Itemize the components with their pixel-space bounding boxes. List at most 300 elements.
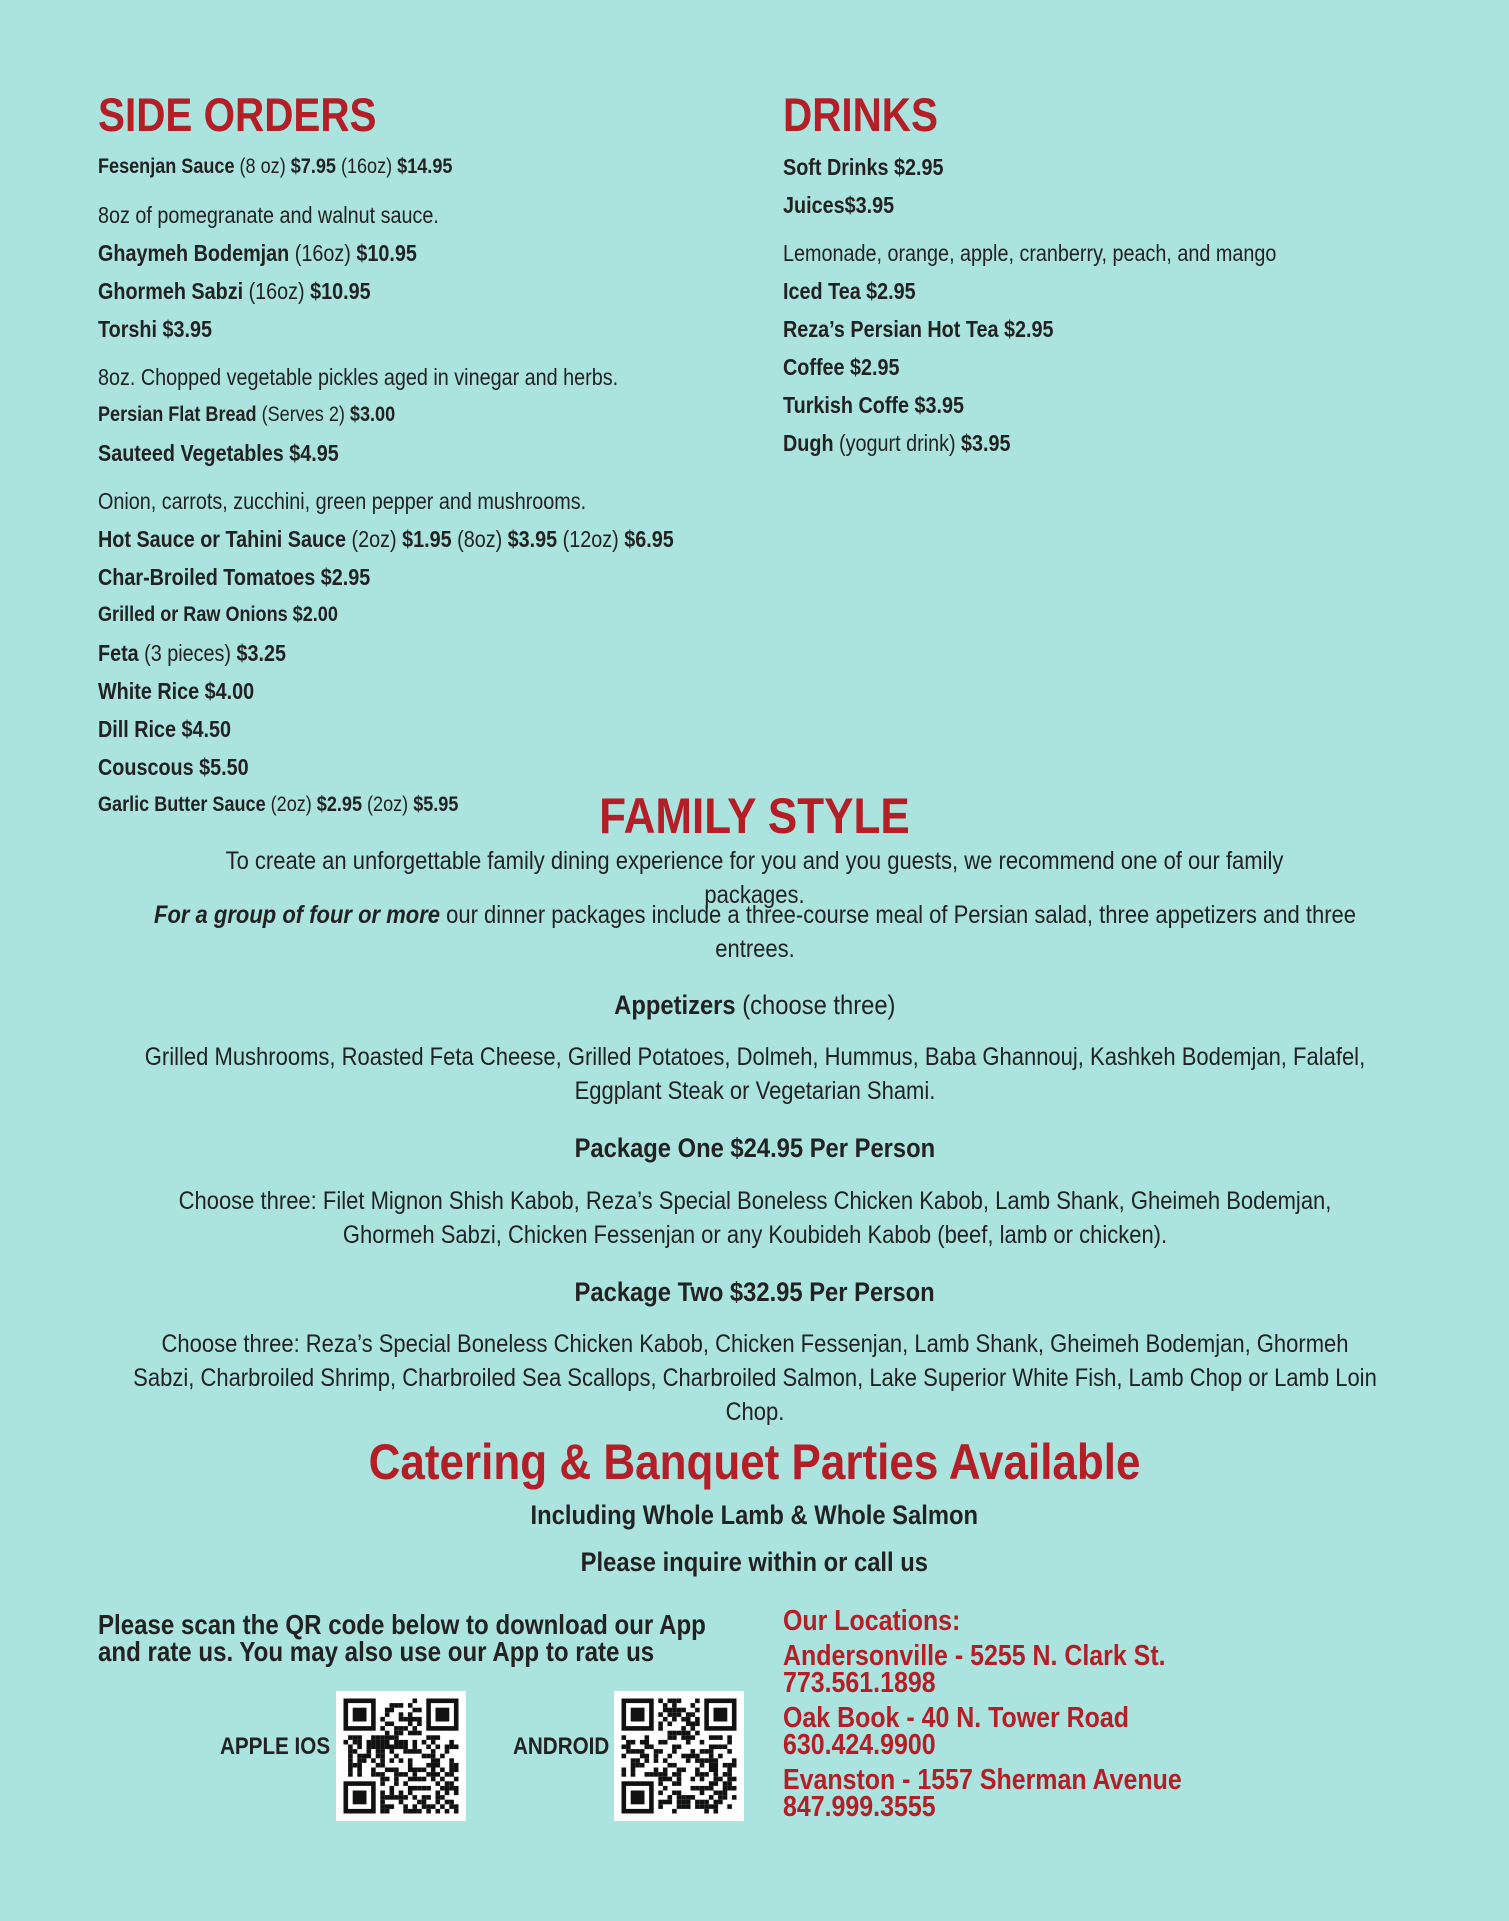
qr-module	[681, 1754, 686, 1759]
qr-module	[357, 1740, 362, 1745]
qr-module	[663, 1772, 668, 1777]
qr-module	[704, 1804, 709, 1809]
qr-module	[445, 1772, 450, 1777]
qr-module	[727, 1768, 732, 1773]
qr-module	[431, 1777, 436, 1782]
qr-module	[677, 1772, 682, 1777]
location-phone[interactable]: 773.561.1898	[783, 1667, 936, 1699]
qr-module	[380, 1754, 385, 1759]
qr-module	[417, 1786, 422, 1791]
qr-module	[399, 1726, 404, 1731]
qr-module	[454, 1791, 459, 1796]
qr-module	[727, 1735, 732, 1740]
qr-module	[380, 1800, 385, 1805]
qr-module	[714, 1804, 719, 1809]
drink-item-name: Reza’s Persian Hot Tea $2.95	[783, 316, 1054, 342]
qr-module	[357, 1763, 362, 1768]
location-entry	[783, 1764, 1385, 1823]
appetizers-heading: Appetizers (choose three)	[613, 990, 896, 1020]
qr-module	[454, 1763, 459, 1768]
side-orders-list	[98, 152, 778, 820]
qr-module	[718, 1795, 723, 1800]
qr-module	[408, 1712, 413, 1717]
qr-module	[399, 1703, 404, 1708]
qr-module	[668, 1722, 673, 1727]
qr-module	[672, 1781, 677, 1786]
qr-module	[622, 1735, 627, 1740]
qr-module	[672, 1763, 677, 1768]
qr-module	[663, 1703, 668, 1708]
package-one-title: Package One $24.95 Per Person	[574, 1133, 935, 1163]
qr-module	[394, 1731, 399, 1736]
qr-module	[403, 1781, 408, 1786]
qr-module	[413, 1717, 418, 1722]
qr-module	[727, 1786, 732, 1791]
qr-module	[686, 1731, 691, 1736]
qr-module	[408, 1791, 413, 1796]
qr-module	[417, 1708, 422, 1713]
qr-module	[431, 1763, 436, 1768]
qr-module	[718, 1777, 723, 1782]
qr-module	[695, 1754, 700, 1759]
qr-finder-pattern	[353, 1791, 367, 1805]
qr-module	[413, 1699, 418, 1704]
qr-module	[413, 1745, 418, 1750]
qr-module	[677, 1781, 682, 1786]
appetizers-list: Grilled Mushrooms, Roasted Feta Cheese, Grilled Potatoes, Dolmeh, Hummus, Baba Ghannouj, Kashkeh Bodemjan, Falafel, Eggplant Steak or Vegetarian Shami.	[144, 1043, 1366, 1105]
qr-module	[704, 1772, 709, 1777]
qr-module	[658, 1791, 663, 1796]
qr-module	[417, 1777, 422, 1782]
qr-module	[704, 1809, 709, 1814]
qr-module	[668, 1712, 673, 1717]
qr-module	[645, 1735, 650, 1740]
qr-module	[394, 1781, 399, 1786]
drinks-section	[783, 88, 1443, 466]
qr-module	[371, 1735, 376, 1740]
qr-module	[631, 1749, 636, 1754]
qr-module	[408, 1722, 413, 1727]
qr-module	[681, 1735, 686, 1740]
side-order-item-name: Torshi $3.95	[98, 316, 212, 342]
qr-module	[709, 1804, 714, 1809]
qr-module	[700, 1758, 705, 1763]
qr-module	[449, 1740, 454, 1745]
qr-module	[695, 1768, 700, 1773]
qr-module	[385, 1735, 390, 1740]
qr-module	[380, 1717, 385, 1722]
side-order-item	[98, 752, 778, 782]
qr-module	[431, 1804, 436, 1809]
qr-module	[431, 1740, 436, 1745]
qr-module	[723, 1745, 728, 1750]
side-order-item	[98, 714, 778, 744]
qr-module	[348, 1758, 353, 1763]
qr-module	[376, 1772, 381, 1777]
qr-module	[631, 1740, 636, 1745]
qr-module	[367, 1749, 372, 1754]
qr-module	[413, 1731, 418, 1736]
drink-item-name: Juices$3.95	[783, 192, 895, 218]
qr-module	[353, 1749, 358, 1754]
side-order-item-description: 8oz of pomegranate and walnut sauce.	[98, 202, 439, 228]
side-orders-section	[98, 88, 778, 828]
qr-module	[449, 1800, 454, 1805]
side-order-item-name: Ghaymeh Bodemjan (16oz) $10.95	[98, 240, 417, 266]
drink-item	[783, 390, 1443, 420]
qr-module	[426, 1772, 431, 1777]
qr-module	[436, 1763, 441, 1768]
qr-module	[408, 1763, 413, 1768]
qr-module	[385, 1809, 390, 1814]
qr-finder-pattern	[436, 1708, 450, 1722]
locations-title: Our Locations:	[783, 1605, 961, 1637]
qr-module	[709, 1735, 714, 1740]
qr-module	[658, 1777, 663, 1782]
qr-module	[403, 1717, 408, 1722]
qr-module	[631, 1772, 636, 1777]
qr-module	[718, 1754, 723, 1759]
qr-module	[686, 1800, 691, 1805]
qr-module	[727, 1804, 732, 1809]
qr-module	[431, 1758, 436, 1763]
qr-module	[403, 1726, 408, 1731]
qr-module	[413, 1768, 418, 1773]
qr-module	[357, 1768, 362, 1773]
qr-module	[695, 1804, 700, 1809]
qr-module	[422, 1768, 427, 1773]
qr-module	[622, 1772, 627, 1777]
qr-module	[681, 1717, 686, 1722]
qr-module	[672, 1809, 677, 1814]
side-order-item	[98, 438, 778, 516]
qr-module	[436, 1772, 441, 1777]
qr-module	[700, 1800, 705, 1805]
qr-module	[385, 1731, 390, 1736]
qr-module	[371, 1745, 376, 1750]
qr-module	[714, 1758, 719, 1763]
qr-module	[695, 1731, 700, 1736]
qr-module	[399, 1791, 404, 1796]
qr-module	[635, 1763, 640, 1768]
qr-module	[658, 1781, 663, 1786]
qr-module	[691, 1712, 696, 1717]
qr-module	[390, 1804, 395, 1809]
qr-module	[367, 1740, 372, 1745]
qr-module	[654, 1758, 659, 1763]
qr-module	[691, 1754, 696, 1759]
qr-module	[449, 1781, 454, 1786]
qr-module	[426, 1735, 431, 1740]
qr-module	[390, 1745, 395, 1750]
qr-module	[622, 1745, 627, 1750]
qr-module	[413, 1795, 418, 1800]
qr-module	[357, 1758, 362, 1763]
qr-module	[649, 1772, 654, 1777]
qr-module	[390, 1795, 395, 1800]
qr-module	[385, 1768, 390, 1773]
qr-module	[380, 1745, 385, 1750]
qr-module	[640, 1749, 645, 1754]
drink-item-name: Soft Drinks $2.95	[783, 154, 944, 180]
qr-module	[718, 1791, 723, 1796]
location-phone[interactable]: 630.424.9900	[783, 1729, 936, 1761]
qr-module	[681, 1731, 686, 1736]
qr-module	[449, 1786, 454, 1791]
qr-module	[417, 1749, 422, 1754]
android-qr-code[interactable]	[614, 1691, 744, 1821]
qr-module	[727, 1772, 732, 1777]
qr-module	[385, 1795, 390, 1800]
qr-module	[413, 1809, 418, 1814]
side-order-item	[98, 676, 778, 706]
qr-module	[700, 1786, 705, 1791]
location-address: Evanston - 1557 Sherman Avenue	[783, 1764, 1182, 1796]
qr-module	[399, 1740, 404, 1745]
qr-module	[353, 1763, 358, 1768]
qr-module	[658, 1740, 663, 1745]
side-order-item-name: Fesenjan Sauce (8 oz) $7.95 (16oz) $14.95	[98, 155, 453, 178]
qr-module	[700, 1772, 705, 1777]
qr-module	[403, 1804, 408, 1809]
qr-module	[695, 1800, 700, 1805]
qr-module	[380, 1809, 385, 1814]
qr-module	[403, 1745, 408, 1750]
qr-module	[672, 1731, 677, 1736]
qr-module	[714, 1809, 719, 1814]
qr-module	[686, 1722, 691, 1727]
qr-module	[399, 1717, 404, 1722]
qr-module	[663, 1740, 668, 1745]
location-entry	[783, 1640, 1385, 1699]
qr-module	[394, 1703, 399, 1708]
qr-module	[394, 1726, 399, 1731]
qr-module	[454, 1768, 459, 1773]
qr-module	[371, 1758, 376, 1763]
qr-module	[380, 1749, 385, 1754]
qr-module	[426, 1804, 431, 1809]
qr-module	[390, 1768, 395, 1773]
qr-module	[344, 1740, 349, 1745]
qr-module	[380, 1735, 385, 1740]
qr-module	[686, 1804, 691, 1809]
qr-module	[695, 1717, 700, 1722]
side-order-item	[98, 638, 778, 668]
qr-module	[658, 1712, 663, 1717]
qr-module	[663, 1758, 668, 1763]
qr-module	[732, 1786, 737, 1791]
qr-module	[672, 1712, 677, 1717]
qr-module	[631, 1763, 636, 1768]
qr-module	[700, 1777, 705, 1782]
qr-module	[440, 1754, 445, 1759]
qr-module	[413, 1786, 418, 1791]
qr-module	[357, 1754, 362, 1759]
package-two-title: Package Two $32.95 Per Person	[574, 1277, 935, 1307]
side-order-item-description: 8oz. Chopped vegetable pickles aged in vinegar and herbs.	[98, 364, 619, 390]
qr-module	[357, 1735, 362, 1740]
qr-module	[362, 1758, 367, 1763]
qr-module	[714, 1763, 719, 1768]
qr-module	[709, 1754, 714, 1759]
qr-module	[677, 1804, 682, 1809]
qr-module	[417, 1800, 422, 1805]
qr-module	[426, 1745, 431, 1750]
qr-module	[385, 1712, 390, 1717]
qr-module	[668, 1795, 673, 1800]
qr-module	[413, 1772, 418, 1777]
qr-module	[704, 1786, 709, 1791]
qr-module	[394, 1740, 399, 1745]
qr-module	[367, 1745, 372, 1750]
qr-module	[640, 1740, 645, 1745]
family-intro: To create an unforgettable family dining experience for you and you guests, we recommend one of our family packages.	[225, 847, 1284, 909]
qr-module	[672, 1699, 677, 1704]
side-order-item-name: Hot Sauce or Tahini Sauce (2oz) $1.95 (8oz) $3.95 (12oz) $6.95	[98, 526, 674, 552]
qr-module	[413, 1726, 418, 1731]
qr-module	[709, 1749, 714, 1754]
drink-item	[783, 428, 1443, 458]
qr-module	[376, 1749, 381, 1754]
qr-module	[380, 1781, 385, 1786]
qr-module	[672, 1772, 677, 1777]
drink-item	[783, 190, 1443, 268]
qr-module	[727, 1740, 732, 1745]
qr-module	[422, 1795, 427, 1800]
qr-module	[436, 1809, 441, 1814]
catering-line-1: Including Whole Lamb & Whole Salmon	[530, 1500, 979, 1530]
qr-module	[658, 1800, 663, 1805]
qr-module	[658, 1772, 663, 1777]
qr-module	[714, 1791, 719, 1796]
qr-module	[718, 1800, 723, 1805]
qr-module	[431, 1749, 436, 1754]
qr-module	[668, 1699, 673, 1704]
side-order-item	[98, 600, 778, 630]
location-phone[interactable]: 847.999.3555	[783, 1791, 936, 1823]
qr-module	[417, 1717, 422, 1722]
qr-module	[399, 1800, 404, 1805]
drink-item-name: Iced Tea $2.95	[783, 278, 916, 304]
qr-module	[723, 1786, 728, 1791]
qr-module	[686, 1735, 691, 1740]
qr-module	[376, 1740, 381, 1745]
qr-module	[677, 1712, 682, 1717]
qr-module	[663, 1777, 668, 1782]
qr-module	[695, 1708, 700, 1713]
qr-module	[422, 1740, 427, 1745]
drink-item	[783, 314, 1443, 344]
qr-module	[654, 1754, 659, 1759]
qr-module	[677, 1777, 682, 1782]
qr-module	[357, 1772, 362, 1777]
qr-module	[390, 1722, 395, 1727]
qr-module	[709, 1745, 714, 1750]
qr-finder-pattern	[714, 1708, 728, 1722]
qr-module	[348, 1763, 353, 1768]
qr-module	[631, 1768, 636, 1773]
side-order-item-name: Feta (3 pieces) $3.25	[98, 640, 287, 666]
qr-module	[348, 1754, 353, 1759]
qr-module	[440, 1777, 445, 1782]
drink-item-name: Dugh (yogurt drink) $3.95	[783, 430, 1011, 456]
qr-module	[658, 1804, 663, 1809]
qr-module	[403, 1809, 408, 1814]
side-order-item-name: Grilled or Raw Onions $2.00	[98, 603, 338, 626]
qr-module	[426, 1786, 431, 1791]
qr-module	[672, 1791, 677, 1796]
qr-module	[686, 1795, 691, 1800]
qr-module	[709, 1781, 714, 1786]
side-order-item	[98, 400, 778, 430]
qr-module	[348, 1745, 353, 1750]
qr-finder-pattern	[353, 1708, 367, 1722]
qr-module	[622, 1768, 627, 1773]
qr-module	[714, 1768, 719, 1773]
qr-module	[691, 1726, 696, 1731]
qr-module	[695, 1699, 700, 1704]
qr-module	[436, 1800, 441, 1805]
qr-module	[371, 1768, 376, 1773]
qr-module	[376, 1754, 381, 1759]
qr-module	[436, 1758, 441, 1763]
qr-module	[399, 1731, 404, 1736]
qr-module	[353, 1735, 358, 1740]
qr-module	[677, 1731, 682, 1736]
drinks-list	[783, 152, 1443, 458]
side-order-item-name: Ghormeh Sabzi (16oz) $10.95	[98, 278, 371, 304]
qr-module	[727, 1781, 732, 1786]
qr-module	[695, 1722, 700, 1727]
qr-module	[714, 1772, 719, 1777]
group-emphasis: For a group of four or more	[154, 901, 441, 929]
qr-module	[658, 1749, 663, 1754]
qr-module	[408, 1703, 413, 1708]
qr-module	[672, 1745, 677, 1750]
side-order-item	[98, 152, 778, 230]
qr-module	[677, 1708, 682, 1713]
qr-module	[709, 1768, 714, 1773]
qr-module	[681, 1800, 686, 1805]
qr-module	[654, 1749, 659, 1754]
qr-module	[445, 1791, 450, 1796]
qr-module	[645, 1740, 650, 1745]
qr-module	[686, 1740, 691, 1745]
side-order-item	[98, 562, 778, 592]
qr-module	[390, 1749, 395, 1754]
qr-module	[695, 1786, 700, 1791]
qr-module	[695, 1758, 700, 1763]
apple-qr-code[interactable]	[336, 1691, 466, 1821]
qr-module	[348, 1772, 353, 1777]
qr-module	[454, 1745, 459, 1750]
qr-module	[380, 1795, 385, 1800]
qr-module	[399, 1758, 404, 1763]
qr-module	[672, 1708, 677, 1713]
qr-module	[376, 1735, 381, 1740]
qr-module	[686, 1717, 691, 1722]
qr-module	[732, 1777, 737, 1782]
qr-module	[390, 1703, 395, 1708]
side-orders-title: SIDE ORDERS	[98, 88, 377, 141]
side-order-item	[98, 276, 778, 306]
qr-module	[681, 1804, 686, 1809]
qr-module	[399, 1745, 404, 1750]
qr-module	[727, 1749, 732, 1754]
catering-title: Catering & Banquet Parties Available	[368, 1434, 1141, 1490]
qr-module	[704, 1758, 709, 1763]
qr-module	[417, 1722, 422, 1727]
